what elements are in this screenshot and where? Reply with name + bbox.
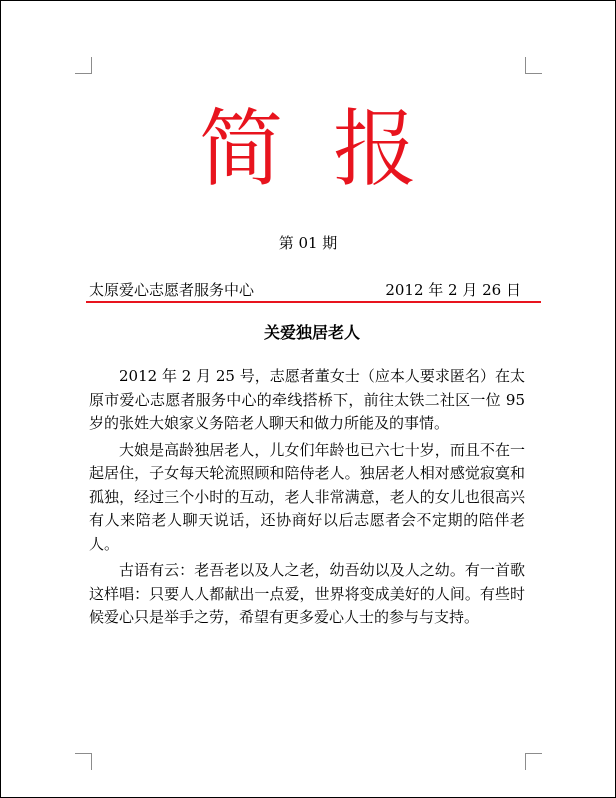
margin-corner-top-left (75, 57, 92, 74)
margin-corner-bottom-left (75, 753, 92, 770)
header-info-row (89, 280, 521, 300)
article-body (89, 365, 525, 633)
margin-corner-top-right (525, 57, 542, 74)
bulletin-masthead: 简报 (198, 100, 467, 198)
issue-number: 第 01 期 (278, 234, 338, 252)
margin-corner-bottom-right (525, 753, 542, 770)
article-paragraph: 大娘是高龄独居老人，儿女们年龄也已六七十岁，而且不在一起居住，子女每天轮流照顾和陪侍老人。独居老人相对感觉寂寞和孤独，经过三个小时的互动，老人非常满意，老人的女儿也很高兴有人来陪老人聊天说话，还协商好以后志愿者会不定期的陪伴老人。 (89, 440, 525, 553)
article-paragraph: 古语有云：老吾老以及人之老，幼吾幼以及人之幼。有一首歌这样唱：只要人人都献出一点爱，世界将变成美好的人间。有些时候爱心只是举手之劳，希望有更多爱心人士的参与与支持。 (89, 561, 525, 626)
publish-date: 2012 年 2 月 26 日 (385, 281, 521, 299)
header-divider (86, 301, 541, 303)
article-title: 关爱独居老人 (263, 323, 360, 342)
organization-name: 太原爱心志愿者服务中心 (89, 281, 255, 299)
article-paragraph: 2012 年 2 月 25 号，志愿者董女士（应本人要求匿名）在太原市爱心志愿者服务中心的牵线搭桥下，前往太铁二社区一位 95 岁的张姓大娘家义务陪老人聊天和做力所能及的事情。 (89, 367, 525, 432)
